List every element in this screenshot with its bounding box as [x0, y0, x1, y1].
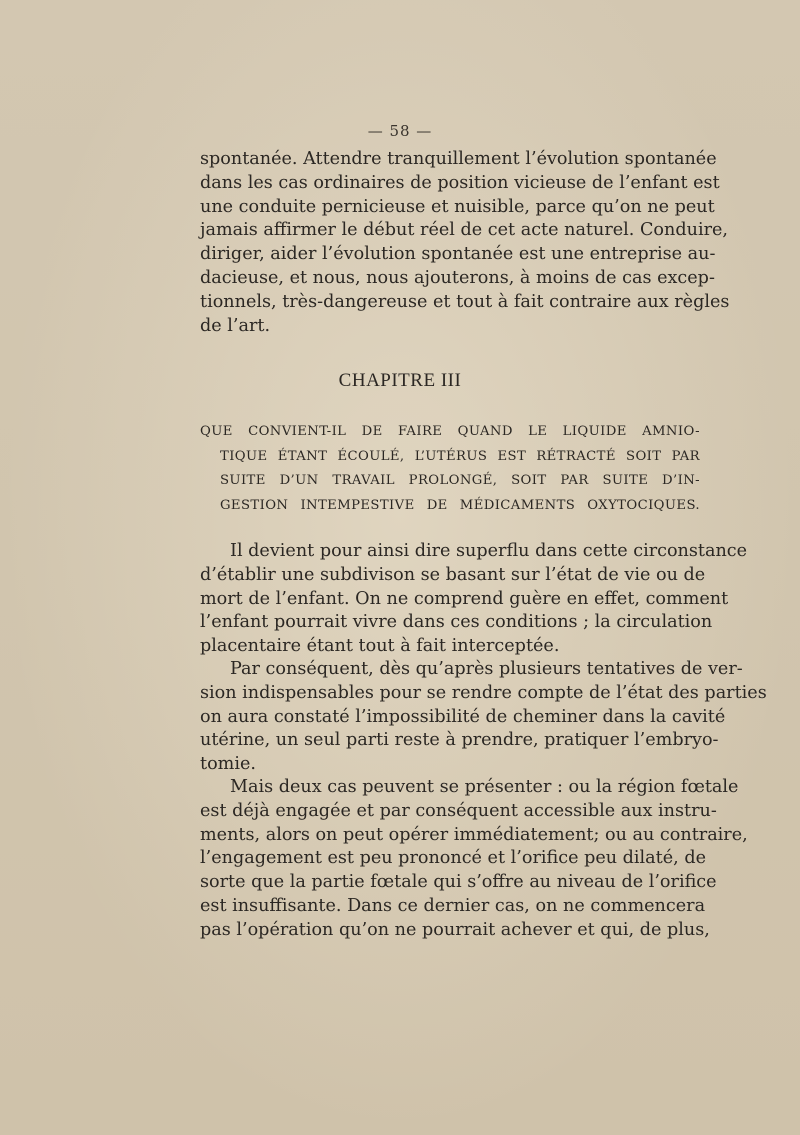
text-line: tionnels, très-dangereuse et tout à fait contraire aux règles: [200, 291, 730, 312]
text-line: ments, alors on peut opérer immédiatement; ou au contraire,: [200, 824, 748, 845]
text-line: est déjà engagée et par conséquent accessible aux instru-: [200, 800, 717, 821]
paragraph-3: [200, 776, 748, 943]
intro-paragraph: [200, 148, 730, 338]
text-line: sorte que la partie fœtale qui s’offre au niveau de l’orifice: [200, 872, 717, 893]
text-line: placentaire étant tout à fait interceptée.: [200, 636, 560, 657]
subtitle-line: TIQUE ÉTANT ÉCOULÉ, L’UTÉRUS EST RÉTRACTÉ SOIT PAR: [220, 448, 700, 464]
text-line: Par conséquent, dès qu’après plusieurs tentatives de ver-: [230, 659, 743, 679]
text-line: d’établir une subdivison se basant sur l’état de vie ou de: [200, 564, 706, 585]
text-line: sion indispensables pour se rendre compte de l’état des parties: [200, 682, 767, 703]
chapter-title: CHAPITRE III: [338, 370, 462, 391]
paragraph-1: [200, 540, 748, 659]
text-line: est insuffisante. Dans ce dernier cas, on ne commencera: [200, 895, 706, 916]
text-line: diriger, aider l’évolution spontanée est une entreprise au-: [200, 244, 716, 265]
text-line: spontanée. Attendre tranquillement l’évolution spontanée: [200, 149, 717, 169]
text-line: de l’art.: [200, 315, 271, 336]
paragraph-2: [200, 658, 767, 777]
chapter-subtitle: [200, 420, 700, 518]
subtitle-line: GESTION INTEMPESTIVE DE MÉDICAMENTS OXYTOCIQUES.: [220, 497, 700, 513]
text-line: l’enfant pourrait vivre dans ces conditions ; la circulation: [200, 612, 713, 633]
page-number: — 58 —: [367, 122, 433, 140]
text-line: utérine, un seul parti reste à prendre, pratiquer l’embryo-: [200, 730, 719, 751]
text-line: mort de l’enfant. On ne comprend guère en effet, comment: [200, 588, 729, 609]
text-line: une conduite pernicieuse et nuisible, parce qu’on ne peut: [200, 196, 715, 217]
subtitle-line: SUITE D’UN TRAVAIL PROLONGÉ, SOIT PAR SUITE D’IN-: [220, 473, 700, 488]
subtitle-line: QUE CONVIENT-IL DE FAIRE QUAND LE LIQUIDE AMNIO-: [200, 424, 700, 439]
text-line: dacieuse, et nous, nous ajouterons, à moins de cas excep-: [200, 267, 715, 288]
text-line: pas l’opération qu’on ne pourrait achever et qui, de plus,: [200, 919, 710, 940]
text-line: dans les cas ordinaires de position vicieuse de l’enfant est: [200, 172, 720, 193]
text-line: Il devient pour ainsi dire superflu dans cette circonstance: [230, 541, 748, 561]
text-line: jamais affirmer le début réel de cet acte naturel. Conduire,: [200, 220, 728, 241]
text-line: l’engagement est peu prononcé et l’orifice peu dilaté, de: [200, 848, 707, 869]
text-line: tomie.: [200, 754, 256, 775]
text-line: on aura constaté l’impossibilité de cheminer dans la cavité: [200, 706, 726, 727]
text-line: Mais deux cas peuvent se présenter : ou la région fœtale: [230, 777, 739, 797]
